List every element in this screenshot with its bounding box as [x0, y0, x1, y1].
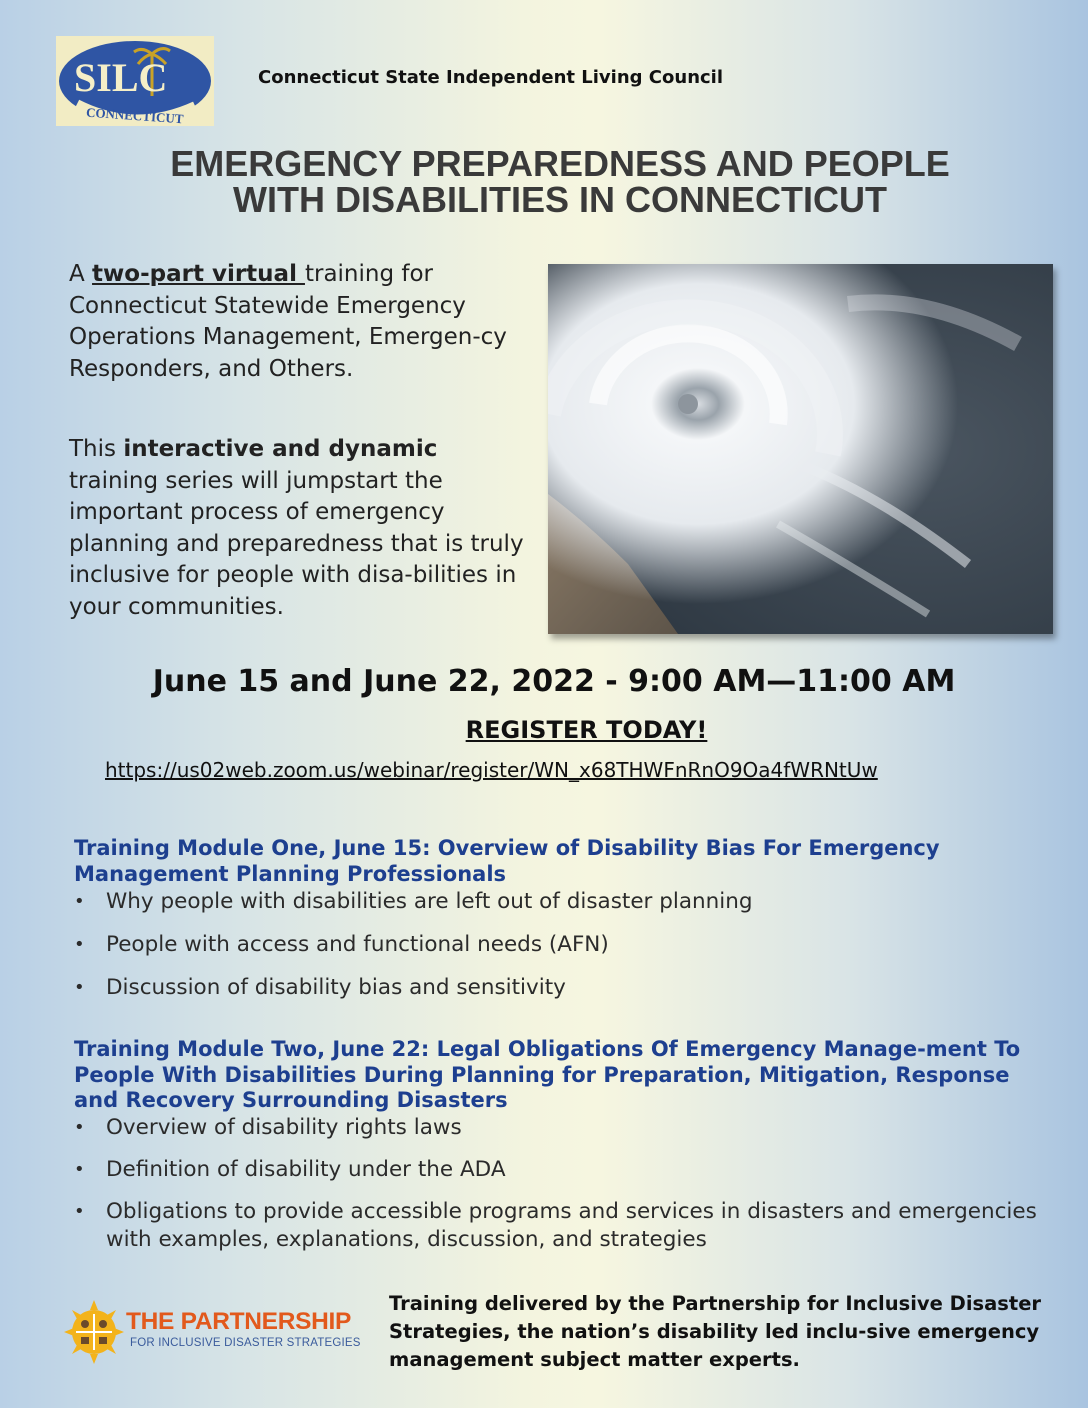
para2-rest: training series will jumpstart the important process of emergency planning and preparedness that is truly inclusive for people with disa-bilities in your communities. — [69, 467, 524, 620]
logo-subtext: CONNECTICUT — [85, 104, 184, 126]
para2-emphasis: interactive and dynamic — [123, 436, 438, 462]
description-paragraph — [69, 434, 529, 623]
list-item: • Why people with disabilities are left out of disaster planning — [74, 888, 1044, 931]
para2-prefix: This — [69, 436, 124, 462]
module-one-list — [74, 888, 1044, 1017]
org-name: Connecticut State Independent Living Council — [258, 67, 724, 88]
list-item: • Overview of disability rights laws — [74, 1114, 1044, 1156]
intro-emphasis: two-part virtual — [92, 261, 305, 287]
intro-paragraph — [69, 259, 529, 385]
event-dates: June 15 and June 22, 2022 - 9:00 AM—11:00 AM — [152, 664, 956, 699]
silc-logo — [56, 36, 214, 126]
page-title — [60, 143, 1060, 220]
module-two-list — [74, 1114, 1044, 1254]
list-item: • People with access and functional needs (AFN) — [74, 931, 1044, 974]
module-two-heading: Training Module Two, June 22: Legal Obligations Of Emergency Manage-ment To People With Disabilities During Planning for Preparation, Mitigation, Response and Recovery Surrounding Disasters — [74, 1037, 1021, 1112]
logo-text: SILC — [74, 55, 168, 100]
list-item: • Definition of disability under the ADA — [74, 1156, 1044, 1198]
intro-rest: training for Connecticut Statewide Emergency Operations Management, Emergen-cy Responders, and Others. — [69, 261, 507, 382]
sun-icon — [62, 1296, 126, 1368]
intro-prefix: A — [69, 261, 93, 287]
register-heading: REGISTER TODAY! — [465, 716, 708, 744]
title-line-2: WITH DISABILITIES IN CONNECTICUT — [233, 179, 887, 220]
hurricane-satellite-image — [548, 264, 1053, 634]
partner-name: THE PARTNERSHIP — [126, 1308, 352, 1335]
footer-text: Training delivered by the Partnership for Inclusive Disaster Strategies, the nation’s disability led inclu-sive emergency management subject matter experts. — [389, 1292, 1042, 1371]
title-line-1: EMERGENCY PREPAREDNESS AND PEOPLE — [170, 143, 950, 184]
list-item: • Discussion of disability bias and sensitivity — [74, 974, 1044, 1017]
partner-subtitle: FOR INCLUSIVE DISASTER STRATEGIES — [130, 1337, 361, 1349]
module-one-heading: Training Module One, June 15: Overview of Disability Bias For Emergency Management Planning Professionals — [74, 836, 940, 886]
registration-link[interactable]: https://us02web.zoom.us/webinar/register/WN_x68THWFnRnO9Oa4fWRNtUw — [105, 758, 878, 782]
list-item: • Obligations to provide accessible programs and services in disasters and emergencies with examples, explanations, discussion, and strategies — [74, 1198, 1044, 1254]
